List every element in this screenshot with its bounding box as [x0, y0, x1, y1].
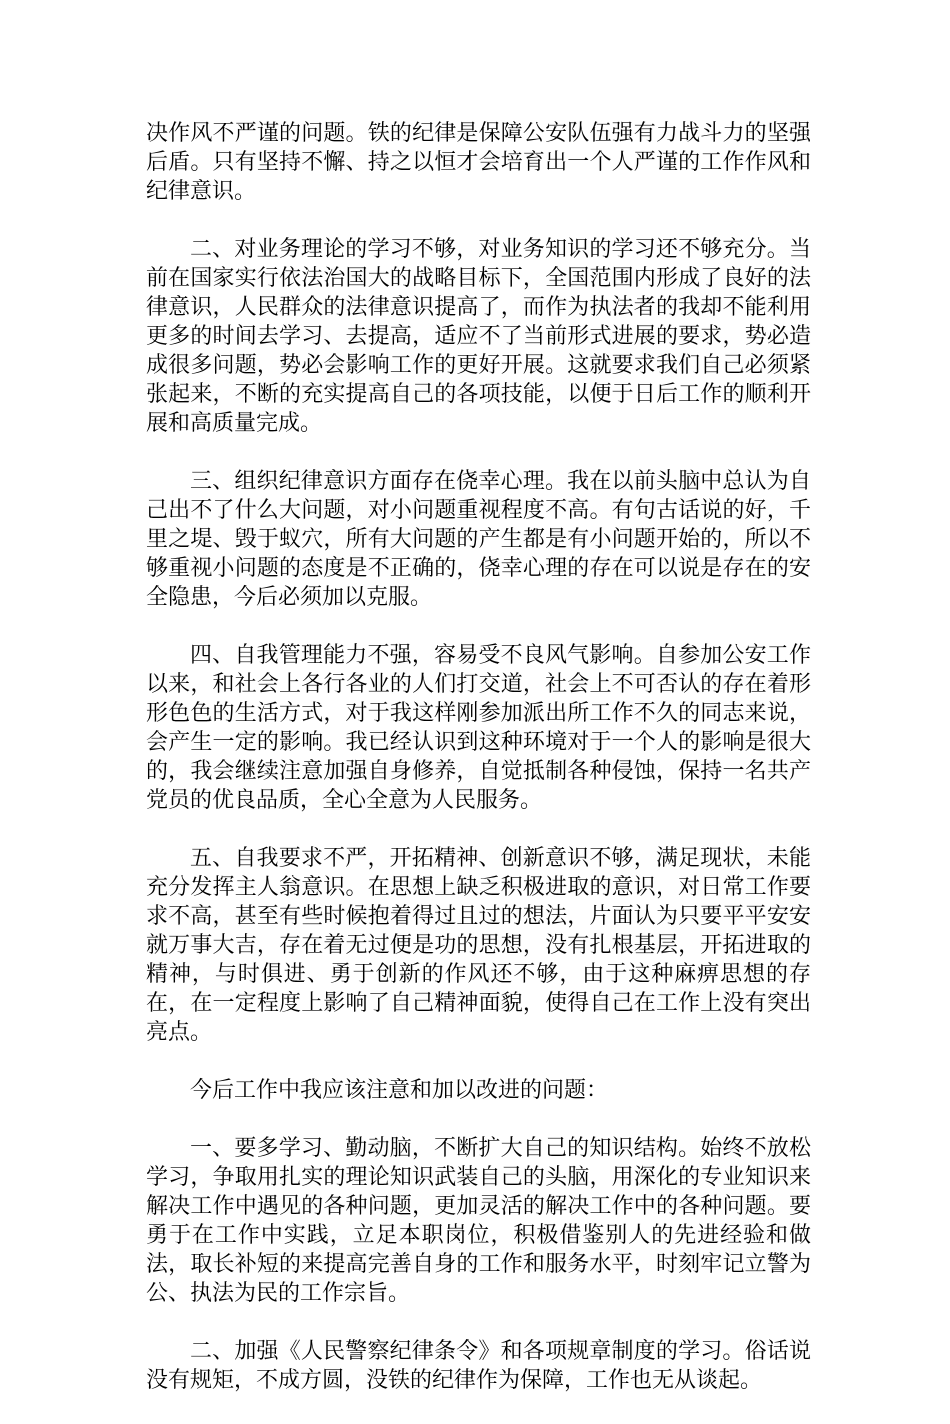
- document-page: [146, 119, 811, 1424]
- paragraph-point-5-self-requirement: 五、自我要求不严，开拓精神、创新意识不够，满足现状，未能充分发挥主人翁意识。在思想上缺乏积极进取的意识，对日常工作要求不高，甚至有些时候抱着得过且过的想法，片面认为只要平平安安就万事大吉，存在着无过便是功的思想，没有扎根基层，开拓进取的精神，与时俱进、勇于创新的作风还不够，由于这种麻痹思想的存在，在一定程度上影响了自己精神面貌，使得自己在工作上没有突出亮点。: [146, 846, 811, 1045]
- paragraph-point-3-discipline: 三、组织纪律意识方面存在侥幸心理。我在以前头脑中总认为自己出不了什么大问题，对小问题重视程度不高。有句古话说的好，千里之堤、毁于蚁穴，所有大问题的产生都是有小问题开始的，所以不够重视小问题的态度是不正确的，侥幸心理的存在可以说是存在的安全隐患，今后必须加以克服。: [146, 469, 811, 610]
- paragraph-improvement-2-regulations: 二、加强《人民警察纪律条令》和各项规章制度的学习。俗话说没有规矩，不成方圆，没铁的纪律作为保障，工作也无从谈起。: [146, 1339, 811, 1393]
- paragraph-improvement-1-study: 一、要多学习、勤动脑，不断扩大自己的知识结构。始终不放松学习，争取用扎实的理论知识武装自己的头脑，用深化的专业知识来解决工作中遇见的各种问题，更加灵活的解决工作中的各种问题。要勇于在工作中实践，立足本职岗位，积极借鉴别人的先进经验和做法，取长补短的来提高完善自身的工作和服务水平，时刻牢记立警为公、执法为民的工作宗旨。: [146, 1136, 811, 1306]
- paragraph-improvements-heading: 今后工作中我应该注意和加以改进的问题：: [190, 1078, 609, 1103]
- paragraph-point-2-business-study: 二、对业务理论的学习不够，对业务知识的学习还不够充分。当前在国家实行依法治国大的战略目标下，全国范围内形成了良好的法律意识，人民群众的法律意识提高了，而作为执法者的我却不能利用更多的时间去学习、去提高，适应不了当前形式进展的要求，势必造成很多问题，势必会影响工作的更好开展。这就要求我们自己必须紧张起来，不断的充实提高自己的各项技能，以便于日后工作的顺利开展和高质量完成。: [146, 237, 811, 436]
- paragraph-continuation: 决作风不严谨的问题。铁的纪律是保障公安队伍强有力战斗力的坚强后盾。只有坚持不懈、持之以恒才会培育出一个人严谨的工作作风和纪律意识。: [146, 121, 811, 204]
- paragraph-point-4-self-management: 四、自我管理能力不强，容易受不良风气影响。自参加公安工作以来，和社会上各行各业的人们打交道，社会上不可否认的存在着形形色色的生活方式，对于我这样刚参加派出所工作不久的同志来说，会产生一定的影响。我已经认识到这种环境对于一个人的影响是很大的，我会继续注意加强自身修养，自觉抵制各种侵蚀，保持一名共产党员的优良品质，全心全意为人民服务。: [146, 643, 811, 813]
